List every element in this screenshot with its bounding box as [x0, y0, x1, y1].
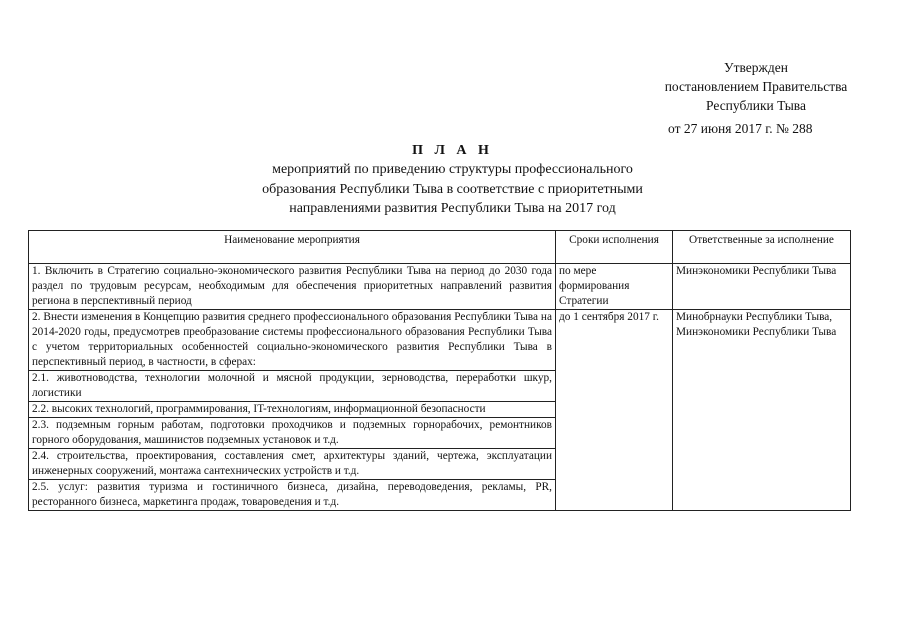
responsible-cell: Минобрнауки Республики Тыва, Минэкономики Республики Тыва — [673, 310, 851, 511]
term-cell: до 1 сентября 2017 г. — [556, 310, 673, 511]
activity-cell: 2.4. строительства, проектирования, составления смет, архитектуры зданий, чертежа, эксплуатации инженерных сооружений, монтажа сантехнических устройств и т.д. — [29, 449, 556, 480]
approval-date: от 27 июня 2017 г. № 288 — [668, 121, 813, 136]
header-responsible: Ответственные за исполнение — [673, 231, 851, 264]
approval-line-republic: Республики Тыва — [706, 98, 806, 113]
approval-line-resolution: постановлением Правительства — [664, 79, 848, 94]
activity-cell: 2.3. подземным горным работам, подготовки проходчиков и подземных горнорабочих, ремонтников горного оборудования, машинистов подземных установок и т.д. — [29, 418, 556, 449]
header-activity: Наименование мероприятия — [29, 231, 556, 264]
term-cell: по мере формирования Стратегии — [556, 264, 673, 310]
header-term: Сроки исполнения — [556, 231, 673, 264]
responsible-cell: Минэкономики Республики Тыва — [673, 264, 851, 310]
approval-line-approved: Утвержден — [724, 60, 788, 75]
subtitle-line-1: мероприятий по приведению структуры профессионального — [272, 162, 633, 177]
table-row — [29, 310, 851, 371]
activity-cell: 1. Включить в Стратегию социально-экономического развития Республики Тыва на период до 2030 года раздел по трудовым ресурсам, необходимым для обеспечения приоритетных направлений развития региона в перспективный период — [29, 264, 556, 310]
approval-stamp — [640, 58, 872, 138]
plan-table — [28, 230, 851, 511]
document-subtitle — [200, 160, 705, 219]
document-title: П Л А Н — [412, 143, 493, 158]
activity-cell: 2.1. животноводства, технологии молочной и мясной продукции, зерноводства, переработки шкур, логистики — [29, 371, 556, 402]
table-row — [29, 264, 851, 310]
table-header-row — [29, 231, 851, 264]
subtitle-line-3: направлениями развития Республики Тыва на 2017 год — [289, 201, 616, 216]
activity-cell: 2.2. высоких технологий, программирования, IT-технологиям, информационной безопасности — [29, 402, 556, 418]
activity-cell: 2.5. услуг: развития туризма и гостиничного бизнеса, дизайна, переводоведения, рекламы, PR, ресторанного бизнеса, маркетинга продаж, товароведения и т.д. — [29, 480, 556, 511]
subtitle-line-2: образования Республики Тыва в соответствие с приоритетными — [262, 181, 643, 197]
activity-cell: 2. Внести изменения в Концепцию развития среднего профессионального образования Республики Тыва на 2014-2020 годы, предусмотрев преобразование системы профессионального образования Республики Тыва с учетом территориальных особенностей социально-экономического развития Республики Тыва в перспективный период, в частности, в сферах: — [29, 310, 556, 371]
